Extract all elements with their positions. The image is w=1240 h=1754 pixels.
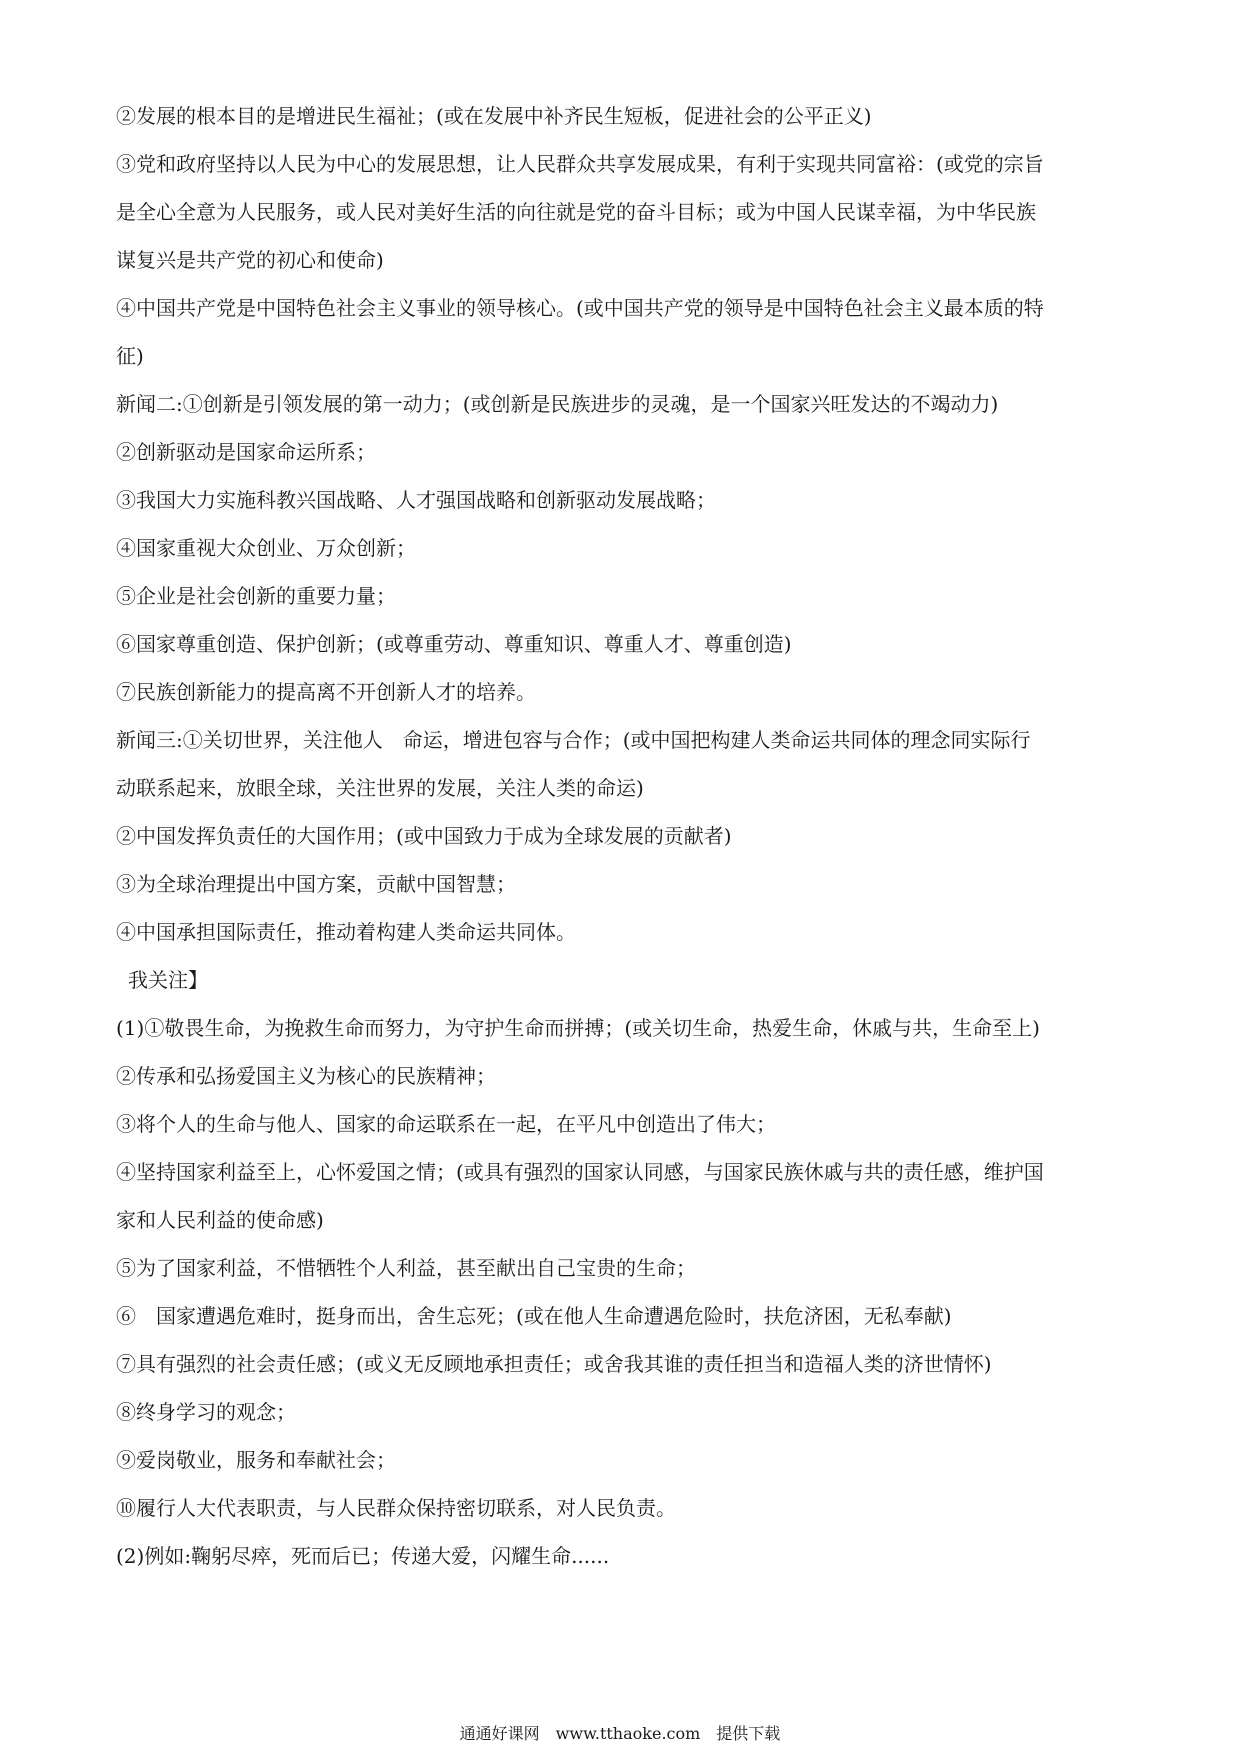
- page-footer: 通通好课网 www.tthaoke.com 提供下载: [459, 1724, 781, 1743]
- text-line: (1)①敬畏生命，为挽救生命而努力，为守护生命而拼搏；(或关切生命，热爱生命，休戚与共，生命至上): [116, 1016, 1040, 1040]
- text-line: ⑦具有强烈的社会责任感；(或义无反顾地承担责任；或舍我其谁的责任担当和造福人类的济世情怀): [116, 1352, 992, 1376]
- text-line: ④国家重视大众创业、万众创新；: [116, 536, 416, 560]
- text-line: ②中国发挥负责任的大国作用；(或中国致力于成为全球发展的贡献者): [116, 824, 732, 848]
- text-line: ⑧终身学习的观念；: [116, 1400, 296, 1424]
- document-body: [116, 92, 1136, 1580]
- text-line: ⑤为了国家利益，不惜牺牲个人利益，甚至献出自己宝贵的生命；: [116, 1256, 696, 1280]
- text-line: ②创新驱动是国家命运所系；: [116, 440, 376, 464]
- text-line: 动联系起来，放眼全球，关注世界的发展，关注人类的命运): [116, 776, 644, 800]
- text-line: ③党和政府坚持以人民为中心的发展思想，让人民群众共享发展成果，有利于实现共同富裕：(或党的宗旨: [116, 152, 1044, 176]
- text-line: ③为全球治理提出中国方案，贡献中国智慧；: [116, 872, 516, 896]
- text-line: (2)例如:鞠躬尽瘁，死而后已；传递大爱，闪耀生命......: [116, 1544, 610, 1568]
- text-line: ②发展的根本目的是增进民生福祉；(或在发展中补齐民生短板，促进社会的公平正义): [116, 104, 872, 128]
- text-line: 新闻二:①创新是引领发展的第一动力；(或创新是民族进步的灵魂，是一个国家兴旺发达的不竭动力): [116, 392, 999, 416]
- text-line: ⑩履行人大代表职责，与人民群众保持密切联系，对人民负责。: [116, 1496, 676, 1520]
- text-line: ④中国共产党是中国特色社会主义事业的领导核心。(或中国共产党的领导是中国特色社会主义最本质的特: [116, 296, 1044, 320]
- text-line: ③我国大力实施科教兴国战略、人才强国战略和创新驱动发展战略；: [116, 488, 716, 512]
- text-line: ⑦民族创新能力的提高离不开创新人才的培养。: [116, 680, 536, 704]
- text-line: ⑨爱岗敬业，服务和奉献社会；: [116, 1448, 396, 1472]
- text-line: ②传承和弘扬爱国主义为核心的民族精神；: [116, 1064, 496, 1088]
- text-line: ④中国承担国际责任，推动着构建人类命运共同体。: [116, 920, 576, 944]
- section-heading: 我关注】: [128, 968, 208, 992]
- text-line: 新闻三:①关切世界，关注他人 命运，增进包容与合作；(或中国把构建人类命运共同体的理念同实际行: [116, 728, 1031, 752]
- text-line: ⑥ 国家遭遇危难时，挺身而出，舍生忘死；(或在他人生命遭遇危险时，扶危济困，无私奉献): [116, 1304, 952, 1328]
- text-line: 征): [116, 344, 144, 368]
- text-line: ⑥国家尊重创造、保护创新；(或尊重劳动、尊重知识、尊重人才、尊重创造): [116, 632, 792, 656]
- text-line: 是全心全意为人民服务，或人民对美好生活的向往就是党的奋斗目标；或为中国人民谋幸福，为中华民族: [116, 200, 1036, 224]
- text-line: 家和人民利益的使命感): [116, 1208, 324, 1232]
- text-line: ⑤企业是社会创新的重要力量；: [116, 584, 396, 608]
- text-line: 谋复兴是共产党的初心和使命): [116, 248, 384, 272]
- text-line: ④坚持国家利益至上，心怀爱国之情；(或具有强烈的国家认同感，与国家民族休戚与共的责任感，维护国: [116, 1160, 1044, 1184]
- text-line: ③将个人的生命与他人、国家的命运联系在一起，在平凡中创造出了伟大；: [116, 1112, 776, 1136]
